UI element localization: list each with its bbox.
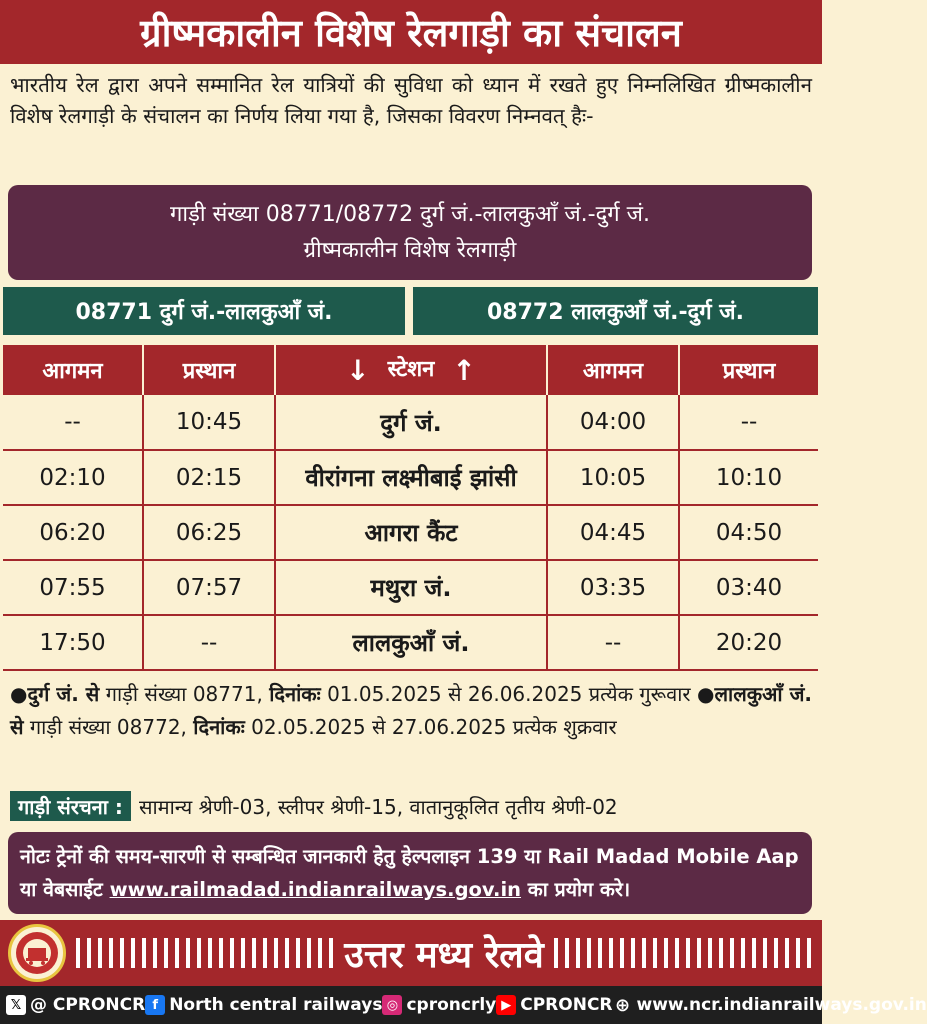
note-text: नोटः ट्रेनों की समय-सारणी से सम्बन्धित जानकारी हेतु हेल्पलाइन 139 या Rail Madad Mobile Aap या वेबसाईट <box>20 845 799 901</box>
social-x-handle: @ CPRONCR <box>30 995 146 1015</box>
composition-label: गाड़ी संरचना : <box>10 791 131 821</box>
arrival-up-cell: 04:00 <box>547 395 679 450</box>
arrival-down-cell: 17:50 <box>3 615 143 670</box>
zone-name: उत्तर मध्य रेलवे <box>344 934 544 976</box>
indian-railways-logo <box>8 924 66 982</box>
x-icon: 𝕏 <box>6 995 26 1015</box>
arrow-down-icon: ↓ <box>346 353 370 387</box>
website-url: www.ncr.indianrailways.gov.in <box>636 995 927 1015</box>
station-cell: वीरांगना लक्ष्मीबाई झांसी <box>275 450 547 505</box>
header-station <box>275 345 547 395</box>
social-x[interactable] <box>6 995 145 1015</box>
header-departure-up: प्रस्थान <box>679 345 818 395</box>
arrival-up-cell: 03:35 <box>547 560 679 615</box>
departure-down-cell: 06:25 <box>143 505 275 560</box>
railmadad-link[interactable]: www.railmadad.indianrailways.gov.in <box>109 878 522 901</box>
note-text: का प्रयोग करे। <box>521 878 631 901</box>
train-number-line: गाड़ी संख्या 08771/08772 दुर्ग जं.-लालकुआँ जं.-दुर्ग जं. <box>170 201 650 227</box>
social-youtube[interactable] <box>496 995 612 1015</box>
direction-down-label: 08771 दुर्ग जं.-लालकुआँ जं. <box>3 287 405 335</box>
station-cell: आगरा कैंट <box>275 505 547 560</box>
departure-up-cell: 20:20 <box>679 615 818 670</box>
schedule-origin-down: ●दुर्ग जं. से <box>10 682 100 706</box>
table-row <box>3 450 818 505</box>
social-youtube-handle: CPRONCR <box>520 995 613 1015</box>
table-row <box>3 560 818 615</box>
social-website[interactable] <box>613 995 927 1015</box>
page-title: ग्रीष्मकालीन विशेष रेलगाड़ी का संचालन <box>0 0 822 64</box>
timetable-header-row <box>3 345 818 395</box>
arrival-up-cell: 10:05 <box>547 450 679 505</box>
header-arrival-up: आगमन <box>547 345 679 395</box>
youtube-icon: ▶ <box>496 995 516 1015</box>
social-instagram-handle: cproncrly <box>406 995 497 1015</box>
departure-down-cell: 10:45 <box>143 395 275 450</box>
social-facebook-handle: North central railways <box>169 995 383 1015</box>
decorative-bars-left <box>76 938 334 968</box>
timetable <box>3 345 818 671</box>
arrival-down-cell: 02:10 <box>3 450 143 505</box>
arrival-down-cell: -- <box>3 395 143 450</box>
schedule-text: गाड़ी संख्या 08772, <box>23 715 194 739</box>
train-type-line: ग्रीष्मकालीन विशेष रेलगाड़ी <box>303 237 517 263</box>
departure-down-cell: 07:57 <box>143 560 275 615</box>
schedule-text: गाड़ी संख्या 08771, <box>99 682 270 706</box>
composition-text: सामान्य श्रेणी-03, स्लीपर श्रेणी-15, वातानुकूलित तृतीय श्रेणी-02 <box>138 794 618 819</box>
departure-down-cell: -- <box>143 615 275 670</box>
schedule-text: 02.05.2025 से 27.06.2025 प्रत्येक शुक्रवार <box>244 715 617 739</box>
departure-up-cell: 04:50 <box>679 505 818 560</box>
station-cell: दुर्ग जं. <box>275 395 547 450</box>
schedule-origin-up: ●लालकुआँ जं. से <box>10 682 813 739</box>
instagram-icon: ◎ <box>382 995 402 1015</box>
direction-up-label: 08772 लालकुआँ जं.-दुर्ग जं. <box>413 287 818 335</box>
globe-icon: ⊕ <box>614 994 631 1016</box>
social-bar <box>0 986 927 1024</box>
header-arrival-down: आगमन <box>3 345 143 395</box>
departure-up-cell: 10:10 <box>679 450 818 505</box>
arrival-down-cell: 07:55 <box>3 560 143 615</box>
facebook-icon: f <box>145 995 165 1015</box>
table-row <box>3 505 818 560</box>
helpline-note <box>8 832 812 914</box>
social-facebook[interactable] <box>145 995 382 1015</box>
arrival-up-cell: -- <box>547 615 679 670</box>
arrival-up-cell: 04:45 <box>547 505 679 560</box>
decorative-bars-right <box>554 938 812 968</box>
station-cell: मथुरा जं. <box>275 560 547 615</box>
schedule-date-label: दिनांकः <box>193 715 245 739</box>
header-departure-down: प्रस्थान <box>143 345 275 395</box>
departure-down-cell: 02:15 <box>143 450 275 505</box>
intro-paragraph: भारतीय रेल द्वारा अपने सम्मानित रेल यात्रियों की सुविधा को ध्यान में रखते हुए निम्नलिखित ग्रीष्मकालीन विशेष रेलगाड़ी के संचालन का निर्णय लिया गया है, जिसका विवरण निम्नवत् हैः- <box>10 73 812 128</box>
social-instagram[interactable] <box>382 995 496 1015</box>
table-row <box>3 395 818 450</box>
arrow-up-icon: ↑ <box>452 353 476 387</box>
departure-up-cell: -- <box>679 395 818 450</box>
arrival-down-cell: 06:20 <box>3 505 143 560</box>
departure-up-cell: 03:40 <box>679 560 818 615</box>
footer-banner <box>0 920 822 986</box>
railway-emblem-icon <box>14 930 60 976</box>
schedule-text: 01.05.2025 से 26.06.2025 प्रत्येक गुरूवार <box>320 682 697 706</box>
header-station-label: स्टेशन <box>387 357 435 383</box>
table-row <box>3 615 818 670</box>
station-cell: लालकुआँ जं. <box>275 615 547 670</box>
schedule-date-label: दिनांकः <box>269 682 321 706</box>
composition-row <box>10 789 812 823</box>
train-info-box <box>8 185 812 280</box>
schedule-notes <box>10 678 812 744</box>
